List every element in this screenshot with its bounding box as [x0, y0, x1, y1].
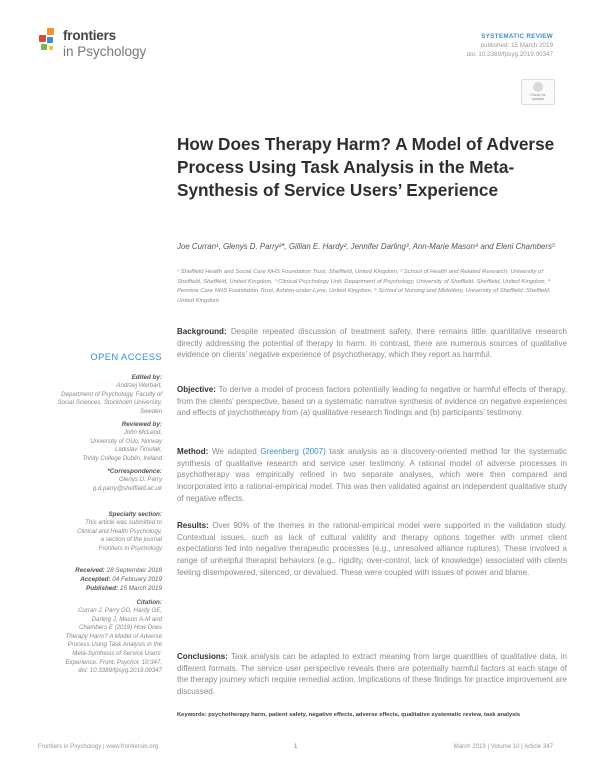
citation-line: doi: 10.3389/fpsyg.2019.00347: [78, 667, 162, 675]
citation-line: Therapy Harm? A Model of Adverse: [65, 632, 162, 640]
specialty-line: Frontiers in Psychology: [98, 544, 162, 552]
correspondence-heading: *Correspondence:: [107, 468, 162, 475]
page-number: 1: [294, 743, 298, 750]
frontiers-logo-icon: [38, 28, 58, 54]
author-list: Joe Curran¹, Glenys D. Parry²*, Gillian E. Hardy², Jennifer Darling³, Ann-Marie Mason⁴ and Eleni Chambers⁵: [177, 242, 556, 251]
specialty-info: [40, 519, 162, 553]
logo-wordmark: frontiers: [63, 28, 116, 43]
citation-heading: Citation:: [136, 599, 162, 606]
published-date: published: 15 March 2019: [480, 42, 553, 49]
citation-line: Experience. Front. Psychol. 10:347.: [65, 658, 162, 666]
edited-by-heading: Edited by:: [131, 374, 162, 381]
citation-line: Darling J, Mason A-M and: [91, 615, 162, 623]
affiliations: ¹ Sheffield Health and Social Care NHS Foundation Trust, Sheffield, United Kingdom, ² School of Health and Related Research, University of Sheffield, Sheffield, United Kingdom, ³ Clinical Psychology Unit, Department of Psychology, University of Sheffield, Sheffield, United Kingdom, ⁴ Pennine Care NHS Foundation Trust, Ashton-under-Lyne, United Kingdom, ⁵ School of Nursing and Midwifery, University of Sheffield, Sheffield, United Kingdom: [177, 269, 551, 304]
specialty-line: This article was submitted to: [85, 519, 162, 526]
updates-icon: [533, 82, 543, 92]
editor-line: Social Sciences, Stockholm University,: [57, 399, 162, 407]
reviewer-line: John McLeod,: [123, 429, 162, 436]
correspondence-info: [40, 476, 162, 493]
open-access-label: OPEN ACCESS: [90, 351, 162, 362]
received-date: Received: 28 September 2018: [75, 567, 162, 574]
abstract-objective: Objective: To derive a model of process factors potentially leading to negative or harmful effects of therapy, from the clients’ perspective, based on a systematic narrative synthesis of evidence on negative experiences and effects of psychotherapy from (a) qualitative research findings and (b) participants’ testimony.: [177, 385, 567, 418]
accepted-date: Accepted: 04 February 2019: [80, 576, 162, 583]
editor-info: [40, 382, 162, 416]
article-type: SYSTEMATIC REVIEW: [481, 33, 553, 40]
citation-line: Meta-Synthesis of Service Users’: [72, 649, 162, 657]
reviewer-info: [40, 429, 162, 463]
journal-logo[interactable]: [38, 24, 178, 64]
doi-link[interactable]: doi: 10.3389/fpsyg.2019.00347: [466, 51, 553, 58]
specialty-heading: Specialty section:: [108, 511, 162, 518]
check-for-updates-badge[interactable]: [521, 79, 555, 105]
reviewed-by-heading: Reviewed by:: [121, 421, 162, 428]
footer-journal[interactable]: Frontiers in Psychology | www.frontiersin.org: [38, 743, 159, 750]
reviewer-line: Trinity College Dublin, Ireland: [82, 454, 162, 462]
abstract-conclusions: Conclusions: Task analysis can be adapted to extract meaning from large quantities of qualitative data, in different formats. The service user perspective reveals there are potentially harmful factors at each stage of the therapy journey which require remedial action. Implications of these findings for practice improvement are discussed.: [177, 652, 567, 697]
editor-line: Sweden: [139, 407, 162, 415]
reviewer-line: University of Oslo, Norway: [90, 437, 162, 445]
greenberg-citation-link[interactable]: Greenberg (2007): [260, 447, 326, 456]
citation-info: [40, 607, 162, 676]
article-title: How Does Therapy Harm? A Model of Adverse Process Using Task Analysis in the Meta-Synthesis of Service Users’ Experience: [177, 134, 555, 200]
logo-journal-name: in Psychology: [63, 44, 147, 59]
correspondence-name: Glenys D. Parry: [118, 476, 162, 483]
keywords: Keywords: psychotherapy harm, patient safety, negative effects, adverse effects, qualitative systematic review, task analysis: [177, 712, 521, 718]
citation-line: Process Using Task Analysis in the: [67, 641, 162, 649]
citation-line: Chambers E (2019) How Does: [79, 624, 162, 632]
editor-line: Andrzej Werbart,: [116, 382, 162, 389]
reviewer-line: Ladislav Timulak,: [114, 446, 162, 454]
updates-label: Check for updates: [530, 93, 546, 101]
abstract-background: Background: Despite repeated discussion of treatment safety, there remains little quantitative research directly addressing the potential of therapy to harm. In contrast, there are numerous sources of qualitative evidence on clients’ negative experience of psychotherapy, which they report as harmful.: [177, 327, 567, 360]
published-date-sidebar: Published: 15 March 2019: [86, 585, 162, 592]
abstract-method: Method: We adapted Greenberg (2007) task analysis as a discovery-oriented method for the systematic synthesis of qualitative research and service user testimony. A rational model of adverse processes in psychotherapy was empirically refined in two separate analyses, which were then compared and incorporated into a rational-empirical model. This was then validated against an independent qualitative study of negative effects.: [177, 447, 567, 503]
editor-line: Department of Psychology, Faculty of: [61, 390, 162, 398]
specialty-line: a section of the journal: [100, 536, 162, 544]
specialty-line: Clinical and Health Psychology,: [77, 527, 162, 535]
citation-line: Curran J, Parry GD, Hardy GE,: [78, 607, 162, 614]
correspondence-email[interactable]: g.d.parry@sheffield.ac.uk: [92, 484, 162, 492]
abstract-results: Results: Over 90% of the themes in the rational-empirical model were supported in the validation study. Contextual issues, such as lack of cultural validity and therapy options together with unmet client expectations fed into negative therapeutic processes (e.g., unresolved alliance ruptures). These involved a range of unhelpful therapist behaviors (e.g., rigidity, over-control, lack of knowledge) associated with clients feeling disempowered, silenced, or devalued. These were coupled with issues of power and blame.: [177, 521, 567, 577]
footer-issue-info: March 2019 | Volume 10 | Article 347: [453, 743, 553, 750]
